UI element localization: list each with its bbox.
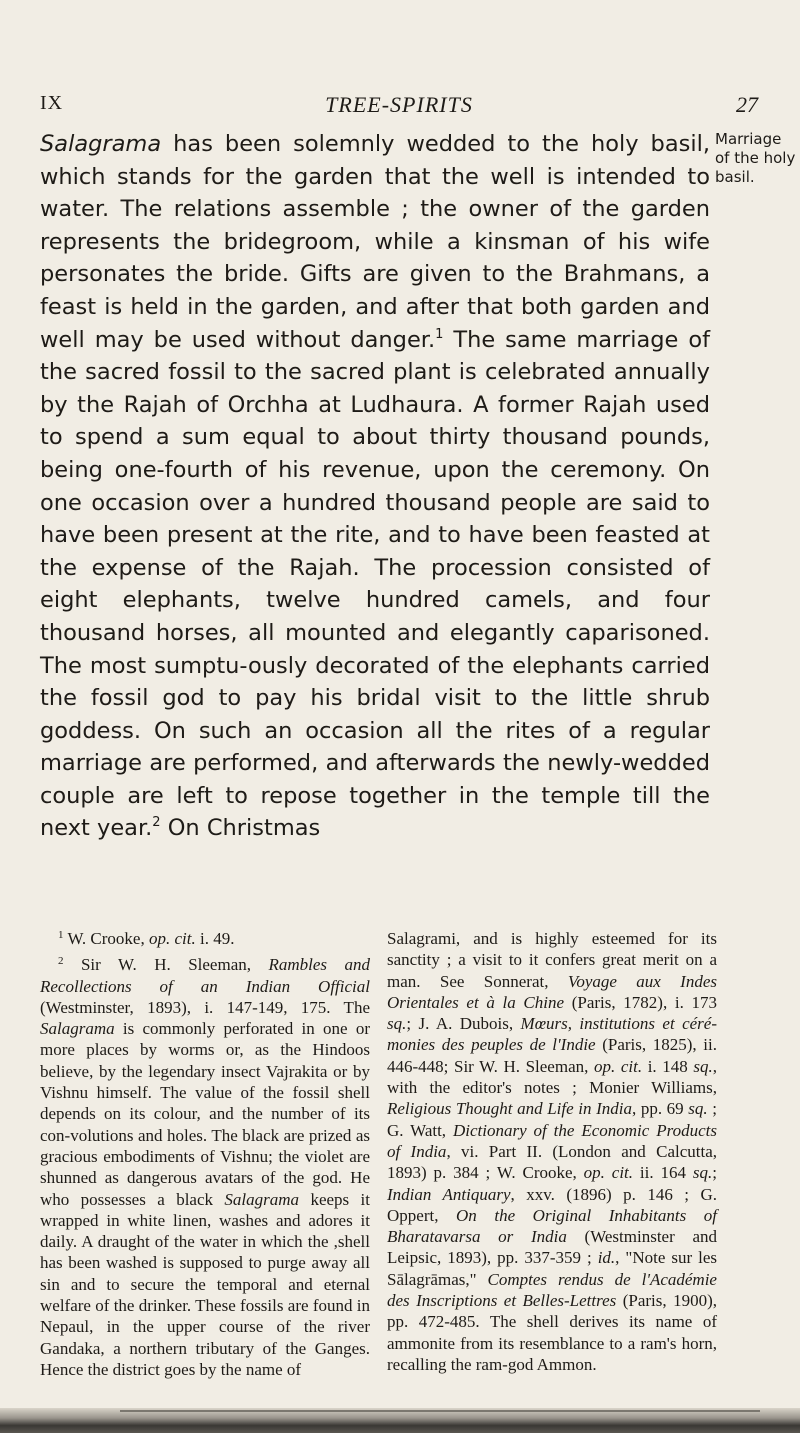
fn-text: , xxv. (1896) p. 146 ; G. Oppert, [387,1184,717,1225]
fn-italic: Mœurs, institutions et céré-monies des peuples de l'Indie [387,1014,717,1055]
footnote-2-text-a: Sir W. H. Sleeman, [63,955,269,975]
fn-text: (Westminster and Leipsic, 1893), pp. 337-359 ; [387,1227,717,1268]
footnote-ref-2: 2 [152,815,161,831]
fn-text: , with the editor's notes ; Monier Williams, [387,1056,717,1098]
body-lead-term: Salagrama [40,131,162,157]
margin-note: Marriage of the holy basil. [715,130,796,186]
page-edge-rule [120,1410,760,1412]
fn-italic: Religious Thought and Life in India [387,1099,632,1119]
fn-italic: id. [597,1248,616,1268]
fn-italic: sq. [688,1099,708,1119]
body-text-3: On Christmas [160,815,321,842]
fn-italic: sq. [692,1163,713,1183]
fn-text: ii. 164 [633,1163,693,1183]
footnote-2-term-2: Salagrama [224,1189,300,1209]
fn-italic: op. cit. [593,1056,643,1076]
footnote-2-text-e: is commonly perforated in one or more places by worms or, as the Hindoos believe, by the legendary insect Vajrakita or by Vishnu himself. The value of the fossil shell depends on its colour, and the number of its con-volutions and holes. The black are prized as gracious embodiments of Vishnu; the violet are shunned as dangerous avatars of the god. He who possesses a black [40,1019,370,1209]
footnote-1-number: 1 [58,929,64,941]
footnote-2-continued [387,928,717,1375]
fn-text: ; J. A. Dubois, [406,1014,521,1034]
fn-italic: On the Original Inhabitants of Bharatavarsa or India [387,1205,717,1247]
fn-text: ; G. Watt, [387,1099,717,1140]
fn-italic: sq. [693,1056,713,1076]
fn-italic: op. cit. [583,1163,634,1183]
fn-italic: Dictionary of the Economic Products of India [387,1120,717,1161]
body-paragraph [40,128,710,845]
footnote-2-number: 2 [58,955,64,968]
fn-text: (Paris, 1825), ii. 446-448; Sir W. H. Sleeman, [387,1035,717,1076]
fn-text: (Paris, 1782), i. 173 [564,992,718,1012]
page-edge-shadow [0,1408,800,1433]
fn-text: i. 148 [642,1056,694,1076]
running-head [40,92,758,122]
fn-italic: Voyage aux Indes Orientales et à la Chine [387,971,717,1012]
fn-text: ; [712,1163,717,1183]
fn-text: , "Note sur les Sālagrāmas," [387,1248,717,1289]
fn-italic: sq. [387,1014,407,1034]
fn-text: (Paris, 1900), pp. 472-485. The shell derives its name of ammonite from its resemblance to a ram's horn, recalling the ram-god Ammon. [387,1291,717,1374]
footnote-ref-1: 1 [435,326,444,342]
footnote-1 [40,928,370,949]
fn-text: Salagrami, and is highly esteemed for its sanctity ; a visit to it confers great merit on a man. See Sonnerat, [387,929,717,991]
fn-text: , pp. 69 [631,1099,689,1119]
chapter-number: IX [40,92,64,114]
page-title: TREE-SPIRITS [325,92,473,117]
body-text-2: The same marriage of the sacred fossil to the sacred plant is celebrated annually by the Rajah of Orchha at Ludhaura. A former Rajah used to spend a sum equal to about thirty thousand pounds, being one-fourth of his revenue, upon the ceremony. On one occasion over a hundred thousand people are said to have been present at the rite, and to have been feasted at the expense of the Rajah. The procession consisted of eight elephants, twelve hundred camels, and four thousand horses, all mounted and elegantly caparisoned. The most sumptu-ously decorated of the elephants carried the fossil god to pay his bridal visit to the little shrub goddess. On such an occasion all the rites of a regular marriage are performed, and afterwards the newly-wedded couple are left to repose together in the temple till the next year. [40,326,711,842]
footnote-1-italic: op. cit. [148,929,196,948]
body-text-1: has been solemnly wedded to the holy basil, which stands for the garden that the well is intended to water. The relations assemble ; the owner of the garden represents the bridegroom, while a kinsman of his wife personates the bride. Gifts are given to the Brahmans, a feast is held in the garden, and after that both garden and well may be used without danger. [40,131,710,353]
footnote-2-title: Rambles and Recollections of an Indian Official [40,955,370,996]
fn-italic: Comptes rendus de l'Académie des Inscriptions et Belles-Lettres [387,1269,717,1311]
footnotes-left-column [40,928,370,1385]
footnote-1-text-end: i. 49. [195,929,235,948]
page-number: 27 [736,92,758,117]
footnote-2-text-g: keeps it wrapped in white linen, washes and adores it daily. A draught of the water in which the ,shell has been washed is supposed to purge away all sin and to secure the temporal and eternal welfare of the drinker. These fossils are found in Nepaul, in the upper course of the river Gandaka, a northern tributary of the Ganges. Hence the district goes by the name of [40,1189,371,1379]
footnote-2-term-1: Salagrama [40,1019,115,1039]
footnote-1-text: W. Crooke, [63,929,149,948]
fn-text: , vi. Part II. (London and Calcutta, 1893) p. 384 ; W. Crooke, [387,1141,718,1183]
footnote-2-text-c: (Westminster, 1893), i. 147-149, 175. The [40,997,370,1017]
fn-italic: Indian Antiquary [387,1184,511,1204]
footnote-2 [40,954,370,1380]
footnotes-right-column [387,928,717,1375]
